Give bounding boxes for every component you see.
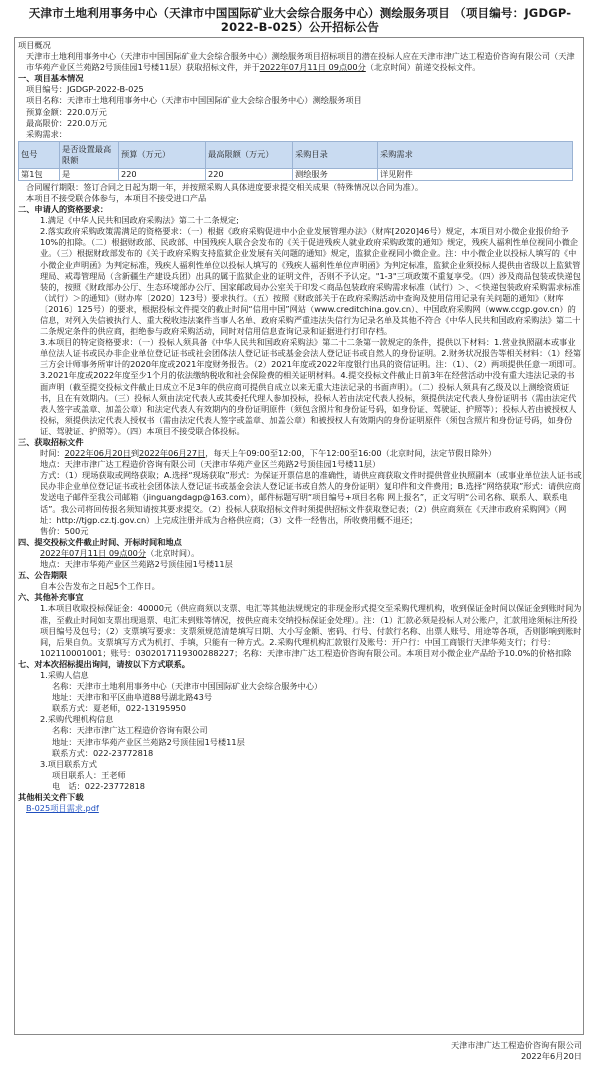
overview-deadline: 2022年07月11日 09点00分 <box>259 62 366 73</box>
package-table <box>18 141 573 181</box>
section-5-heading: 五、公告期限 <box>18 570 68 581</box>
cell-budget: 220 <box>119 168 206 180</box>
signature-date: 2022年6月20日 <box>520 1051 582 1061</box>
page-title: 天津市土地利用事务中心（天津市中国国际矿业大会综合服务中心）测绘服务项目 （项目编号：JGDGP-2022-B-025）公开招标公告 <box>28 6 572 34</box>
section-2-heading: 二、申请人的资格要求： <box>18 204 109 215</box>
qualification-1: 1.满足《中华人民共和国政府采购法》第二十二条规定; <box>40 215 239 226</box>
obtain-place: 地点：天津市津广达工程造价咨询有限公司（天津市华苑产业区兰苑路2号顶佳园1号楼11层） <box>40 459 381 470</box>
overview-heading: 项目概况 <box>18 40 51 50</box>
agency-address: 地址：天津市华苑产业区兰苑路2号顶佳园1号楼11层 <box>52 736 245 747</box>
section-6-heading: 六、其他补充事宜 <box>18 592 84 603</box>
project-name: 项目名称：天津市土地利用事务中心（天津市中国国际矿业大会综合服务中心）测绘服务项目 <box>26 95 362 106</box>
project-contact-person: 项目联系人：王老师 <box>52 769 126 780</box>
bid-place: 地点：天津市华苑产业区兰苑路2号顶佳园1号楼11层 <box>40 559 233 570</box>
obtain-price: 售价：500元 <box>40 525 89 536</box>
project-contact-heading: 3.项目联系方式 <box>40 758 97 769</box>
cell-catalog: 测绘服务 <box>293 168 378 180</box>
col-max-limit: 最高限额（万元） <box>206 141 293 168</box>
consortium-note: 本项目不接受联合体参与，本项目不接受进口产品 <box>26 192 207 203</box>
purchaser-contact: 联系方式：夏老师，022-13195950 <box>52 703 186 714</box>
procurement-needs-label: 采购需求： <box>26 128 67 139</box>
project-number: 项目编号：JGDGP-2022-B-025 <box>26 84 144 95</box>
notice-period: 自本公告发布之日起5个工作日。 <box>40 581 160 592</box>
other-matters: 1.本项目收取投标保证金：40000元（供应商须以支票、电汇等其他法规规定的非现金形式提交至采购代理机构，收到保证金时间以保证金到账时间为准，至截止时间如支票出现退票、电汇未到账等情况，按供应商未交纳投标保证金处理）。注：（1）汇款必须是投标人对公账户，汇款用途须标注所投项目编号及包号；（2）支票填写要求：支票须规范清楚填写日期、大小写金额、密码、行号、付款行名称、出票人账号、用途等各项，否则影响到账时间，后果自负。支票填写方式为机打、手填，只能有一种方式。2.采购代理机构汇款银行及账号：开户行：中国工商银行天津华苑支行；行号：102110001001；账号：0302017119300288227；名称：天津市津广达工程造价咨询有限公司。本项目对小微企业产品给予10.0%的价格扣除 <box>40 603 582 658</box>
col-has-limit: 是否设置最高限额 <box>60 141 119 168</box>
project-contact-phone: 电 话：022-23772818 <box>52 780 146 791</box>
agency-contact: 联系方式：022-23772818 <box>52 747 154 758</box>
col-needs: 采购需求 <box>378 141 573 168</box>
contract-period: 合同履行期限：签订合同之日起为期一年，并按照采购人具体进度要求提交相关成果（特殊情况以合同为准）。 <box>26 181 424 192</box>
agency-heading: 2.采购代理机构信息 <box>40 714 114 725</box>
purchaser-name: 名称：天津市土地利用事务中心（天津市中国国际矿业大会综合服务中心） <box>52 681 323 692</box>
section-7-heading: 七、对本次招标提出询问，请按以下方式联系。 <box>18 658 190 669</box>
overview-text: 天津市土地利用事务中心（天津市中国国际矿业大会综合服务中心）测绘服务项目招标项目的潜在投标人应在天津市津广达工程造价咨询有限公司（天津市华苑产业区兰苑路2号顶佳园1号楼11层）获取招标文件，并于2022年07月11日 09点00分（北京时间）前递交投标文件。 <box>26 51 575 73</box>
cell-package: 第1包 <box>19 168 60 180</box>
attachments-heading: 其他相关文件下载 <box>18 792 84 802</box>
signature-org: 天津市津广达工程造价咨询有限公司 <box>450 1040 582 1050</box>
bid-deadline: 2022年07月11日 09点00分（北京时间）。 <box>40 547 200 558</box>
announcement-body <box>18 40 582 814</box>
obtain-time: 时间：2022年06月20日到2022年06月27日，每天上午09:00至12:00，下午12:00至16:00（北京时间，法定节假日除外） <box>40 448 497 459</box>
obtain-date-to: 2022年06月27日 <box>139 448 206 459</box>
attachment-link[interactable]: B-025项目需求.pdf <box>26 803 99 814</box>
section-3-heading: 三、获取招标文件 <box>18 437 84 447</box>
table-row <box>19 168 573 180</box>
obtain-date-from: 2022年06月20日 <box>64 448 131 459</box>
signature-block <box>451 1040 582 1062</box>
agency-name: 名称：天津市津广达工程造价咨询有限公司 <box>52 725 208 736</box>
purchaser-address: 地址：天津市和平区曲阜道88号湖北路43号 <box>52 692 213 703</box>
purchaser-heading: 1.采购人信息 <box>40 669 89 680</box>
qualification-2: 2.落实政府采购政策需满足的资格要求：（一）根据《政府采购促进中小企业发展管理办法》（财库[2020]46号）规定，本项目对小微企业报价给予10%的扣除。（二）根据财政部、民政部、中国残疾人联合会发布的《关于促进残疾人就业政府采购政策的通知》规定，残疾人福利性单位视同小微企业。（三）根据财政部发布的《关于政府采购支持监狱企业发展有关问题的通知》规定，监狱企业视同小微企业。注：中小微企业以投标人填写的《中小微企业声明函》为判定标准，残疾人福利性单位以投标人填写的《残疾人福利性单位声明函》为判定标准，监狱企业须投标人提供由省级以上监狱管理局、戒毒管理局（含新疆生产建设兵团）出具的属于监狱企业的证明文件，否则不予认定。"1-3"三项政策不重复享受。（四）涉及商品包装或快递包装的，按照《财政部办公厅、生态环境部办公厅、国家邮政局办公室关于印发＜商品包装政府采购需求标准（试行）＞、＜快递包装政府采购需求标准（试行）＞的通知》（财办库〔2020〕123号）要求执行。（五）按照《财政部关于在政府采购活动中查询及使用信用记录有关问题的通知》（财库〔2016〕125号）的要求，根据投标文件提交的截止时间“信用中国”网站（www.creditchina.gov.cn）、中国政府采购网（www.ccgp.gov.cn）的信息，对列入失信被执行人、重大税收违法案件当事人名单、政府采购严重违法失信行为记录名单及其他不符合《中华人民共和国政府采购法》第二十二条规定条件的供应商，拒绝参与政府采购活动，同时对信用信息查询记录和证据进行打印存档。 <box>40 226 581 337</box>
section-4-heading: 四、提交投标文件截止时间、开标时间和地点 <box>18 536 182 547</box>
cell-needs: 详见附件 <box>378 168 573 180</box>
obtain-method: 方式：（1）现场获取或网络获取；A.选择“现场获取”形式：为保证开票信息的准确性，请供应商获取文件时提供营业执照副本（或事业单位法人证书或民办非企业单位登记证书或社会团体法人登记证书或基金会法人登记证书或自然人的身份证明）复印件和文件费用；B.选择“网络获取”形式：请供应商发送电子邮件至我公司邮箱（jinguangdagp@163.com），邮件标题写明“项目编号+项目名称 网上报名”，正文写明“公司名称、联系人、联系电话”。我公司将回传报名须知请按其要求提交。（2）投标人获取招标文件时须提供招标文件获取登记表；（2）供应商须在《天津市政府采购网》（网址：http://tjgp.cz.tj.gov.cn）上完成注册并成为合格供应商；（3）文件一经售出，所收费用概不退还； <box>40 470 582 525</box>
section-1-heading: 一、项目基本情况 <box>18 73 84 84</box>
max-price: 最高限价：220.0万元 <box>26 117 107 128</box>
budget-amount: 预算金额：220.0万元 <box>26 106 107 117</box>
col-catalog: 采购目录 <box>293 141 378 168</box>
qualification-3: 3.本项目的特定资格要求：（一）投标人须具备《中华人民共和国政府采购法》第二十二条第一款规定的条件，提供以下材料：1.营业执照副本或事业单位法人证书或民办非企业单位登记证书或社会团体法人登记证书或基金会法人登记证书或自然人的身份证明。2.财务状况报告等相关材料：（1）经第三方会计师事务所审计的2020年度或2021年度财务报告。（2）2021年度或2022年度银行出具的资信证明。注：（1）、（2）两项提供任意一项即可。3.2021年度或2022年度至少1个月的依法缴纳税收和社会保险费的相关证明材料。4.提交投标文件截止日前3年在经营活动中没有重大违法记录的书面声明（截至提交投标文件截止日成立不足3年的供应商可提供自成立以来无重大违法记录的书面声明）。（二）投标人须具有乙级及以上测绘资质证书，且在有效期内。（三）投标人须由法定代表人或其委托代理人参加投标，投标人若由法定代表人投标，须提供法定代表人身份证明书（需由法定代表人签字或盖章、加盖公章）和法定代表人有效期内的身份证明原件（须包含照片和身份证号码，如身份证、驾驶证、护照等）；投标人若由被授权人投标，须提供法定代表人授权书（需由法定代表人签字或盖章、加盖公章）和被授权人有效期内的身份证明原件（须包含照片和身份证号码，如身份证、驾驶证、护照等）。（四）本项目不接受联合体投标。 <box>40 337 582 436</box>
cell-has-limit: 是 <box>60 168 119 180</box>
cell-max-limit: 220 <box>206 168 293 180</box>
package-table-header <box>19 141 573 168</box>
col-package: 包号 <box>19 141 60 168</box>
col-budget: 预算（万元） <box>119 141 206 168</box>
